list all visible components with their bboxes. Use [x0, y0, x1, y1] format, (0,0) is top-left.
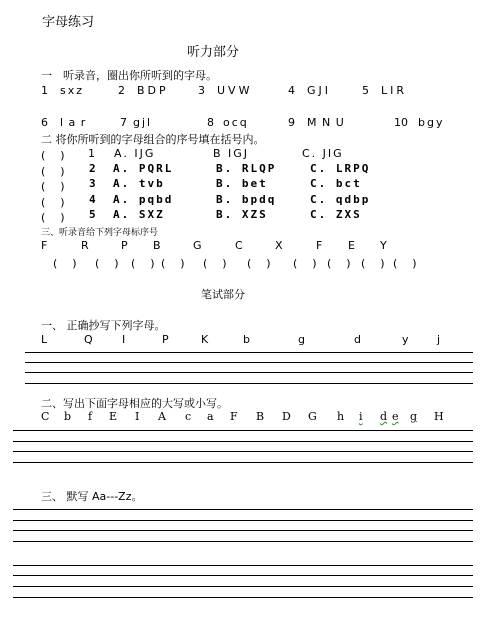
answer-bracket[interactable]: ( ) — [161, 257, 187, 270]
option-c: C. qdbp — [310, 193, 371, 206]
item-letters: bgy — [418, 116, 445, 129]
item-num: 7 — [120, 116, 127, 129]
letter: b — [64, 410, 72, 423]
answer-bracket[interactable]: ( ) — [41, 165, 67, 178]
letter: C — [235, 239, 243, 252]
listening-q3-instruction: 三、听录音给下列字母标序号 — [41, 228, 159, 238]
letter: Y — [380, 239, 387, 252]
letter: I — [122, 333, 126, 346]
letter: K — [201, 333, 209, 346]
option-c: C. LRPQ — [310, 162, 371, 175]
option-a: A. tvb — [113, 177, 165, 190]
writing-line — [25, 372, 473, 373]
letter: H — [434, 410, 444, 423]
option-a: A. IJG — [114, 147, 156, 160]
listening-q2-instruction: 二 将你所听到的字母组合的序号填在括号内。 — [41, 133, 265, 146]
item-letters: ocq — [223, 116, 249, 129]
letter: E — [348, 239, 355, 252]
option-c: C. ZXS — [310, 208, 362, 221]
letter: G — [193, 239, 202, 252]
option-num: 5 — [89, 208, 96, 221]
writing-line — [13, 509, 473, 510]
answer-bracket[interactable]: ( ) — [41, 211, 67, 224]
page-title: 字母练习 — [42, 15, 95, 30]
writing-line — [13, 462, 473, 463]
letter: f — [88, 410, 93, 423]
letter: D — [282, 410, 291, 423]
option-a: A. SXZ — [113, 208, 165, 221]
item-num: 9 — [288, 116, 295, 129]
item-letters: l a r — [60, 116, 87, 129]
option-b: B. bpdq — [216, 193, 277, 206]
letter: G — [308, 410, 317, 423]
letter: F — [316, 239, 323, 252]
writing-q2-instruction: 二、写出下面字母相应的大写或小写。 — [41, 397, 228, 410]
option-b: B. bet — [216, 177, 268, 190]
answer-bracket[interactable]: ( ) — [41, 180, 67, 193]
item-letters: GJI — [307, 84, 332, 97]
answer-bracket[interactable]: ( ) — [203, 257, 229, 270]
option-c: C. bct — [310, 177, 362, 190]
letter: i — [359, 410, 363, 423]
letter: F — [230, 410, 238, 423]
letter: h — [337, 410, 345, 423]
item-letters: sxz — [60, 84, 85, 97]
writing-line — [13, 441, 473, 442]
letter: d — [354, 333, 361, 346]
writing-line — [13, 451, 473, 452]
option-num: 4 — [89, 193, 96, 206]
letter: y — [402, 333, 409, 346]
letter: L — [41, 333, 48, 346]
answer-bracket[interactable]: ( ) — [53, 257, 79, 270]
item-num: 1 — [41, 84, 48, 97]
writing-q1-instruction: 一、 正确抄写下列字母。 — [41, 319, 166, 332]
letter: I — [135, 410, 140, 423]
answer-bracket[interactable]: ( ) — [327, 257, 353, 270]
option-b: B IGJ — [213, 147, 250, 160]
letter: a — [207, 410, 214, 423]
letter: F — [41, 239, 48, 252]
option-num: 2 — [89, 162, 96, 175]
item-num: 6 — [41, 116, 48, 129]
letter: g — [298, 333, 305, 346]
item-num: 3 — [198, 84, 205, 97]
answer-bracket[interactable]: ( ) — [41, 149, 67, 162]
listening-heading: 听力部分 — [187, 45, 240, 60]
letter: d — [380, 410, 388, 423]
letter: j — [437, 333, 441, 346]
letter: Q — [84, 333, 93, 346]
option-num: 3 — [89, 177, 96, 190]
answer-bracket[interactable]: ( ) — [41, 196, 67, 209]
writing-line — [13, 430, 473, 431]
letter: P — [162, 333, 169, 346]
option-num: 1 — [88, 147, 95, 160]
option-c: C. JIG — [302, 147, 344, 160]
writing-line — [25, 352, 473, 353]
letter: B — [256, 410, 265, 423]
letter: c — [185, 410, 192, 423]
item-letters: UVW — [217, 84, 253, 97]
writing-line — [25, 383, 473, 384]
letter: g — [410, 410, 418, 423]
letter: A — [158, 410, 166, 423]
item-num: 8 — [207, 116, 214, 129]
answer-bracket[interactable]: ( ) — [131, 257, 157, 270]
item-num: 10 — [394, 116, 408, 129]
answer-bracket[interactable]: ( ) — [293, 257, 319, 270]
listening-q1-instruction: 一 听录音，圈出你所听到的字母。 — [41, 69, 217, 82]
item-letters: M N U — [307, 116, 345, 129]
item-letters: LIR — [381, 84, 408, 97]
letter: C — [41, 410, 50, 423]
writing-line — [13, 520, 473, 521]
letter: B — [153, 239, 161, 252]
letter: X — [275, 239, 283, 252]
letter: R — [81, 239, 89, 252]
writing-q3-instruction: 三、 默写 Aa---Zz。 — [41, 490, 143, 503]
letter: P — [121, 239, 128, 252]
item-num: 5 — [362, 84, 369, 97]
answer-bracket[interactable]: ( ) — [393, 257, 419, 270]
letter: e — [392, 410, 399, 423]
writing-line — [13, 586, 473, 587]
letter: b — [243, 333, 250, 346]
option-a: A. PQRL — [113, 162, 174, 175]
writing-line — [13, 565, 473, 566]
answer-bracket[interactable]: ( ) — [247, 257, 273, 270]
item-letters: gjl — [133, 116, 153, 129]
option-b: B. RLQP — [216, 162, 277, 175]
writing-line — [13, 575, 473, 576]
writing-line — [25, 362, 473, 363]
item-num: 4 — [288, 84, 295, 97]
answer-bracket[interactable]: ( ) — [361, 257, 387, 270]
writing-line — [13, 597, 473, 598]
item-num: 2 — [118, 84, 125, 97]
writing-heading: 笔试部分 — [201, 288, 245, 301]
answer-bracket[interactable]: ( ) — [95, 257, 121, 270]
item-letters: BDP — [137, 84, 169, 97]
option-b: B. XZS — [216, 208, 268, 221]
writing-line — [13, 530, 473, 531]
letter: E — [109, 410, 118, 423]
writing-line — [13, 541, 473, 542]
option-a: A. pqbd — [113, 193, 174, 206]
